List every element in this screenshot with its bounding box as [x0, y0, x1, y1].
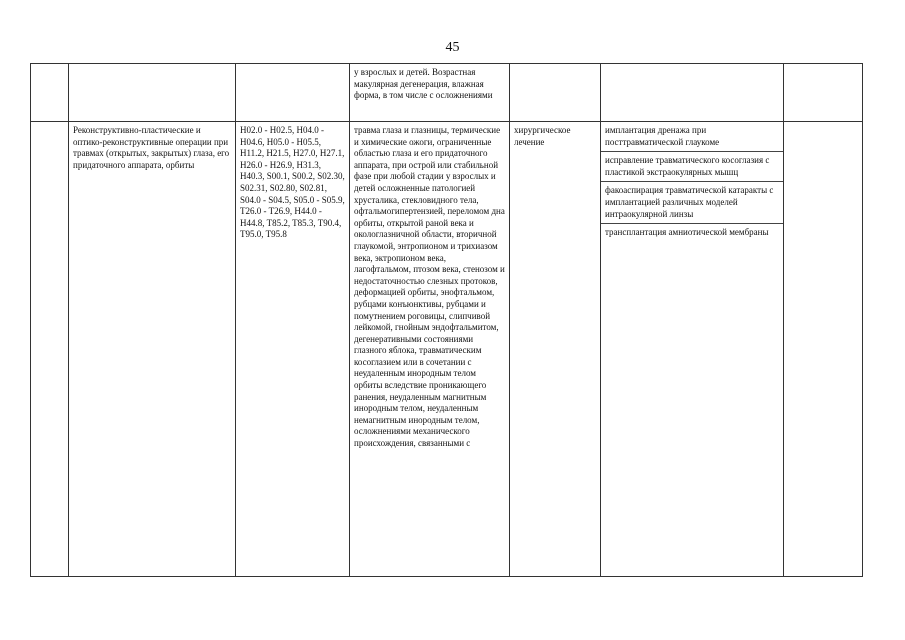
methods-list: [601, 122, 783, 242]
cell-diagnosis: травма глаза и глазницы, термические и химические ожоги, ограниченные областью глаза и его придаточного аппарата, при острой или стабильной фазе при любой стадии у взрослых и детей осложненные патологией хрусталика, стекловидного тела, офтальмогипертензией, переломом дна орбиты, открытой раной века и окологлазничной области, вторичной глаукомой, энтропионом и трихиазом века, эктропионом века, лагофтальмом, птозом века, стенозом и недостаточностью слезных протоков, деформацией орбиты, энофтальмом, рубцами конъюнктивы, рубцами и помутнением роговицы, слипчивой лейкомой, гнойным эндофтальмитом, дегенеративными состояниями глазного яблока, травматическим косоглазием или в сочетании с неудаленным инородным телом орбиты вследствие проникающего ранения, неудаленным магнитным инородным телом, неудаленным немагнитным инородным телом, осложнениями механического происхождения, связанными с: [350, 122, 510, 577]
cell-icd-codes: H02.0 - H02.5, H04.0 - H04.6, H05.0 - H05.5, H11.2, H21.5, H27.0, H27.1, H26.0 - H26.9, H31.3, H40.3, S00.1, S00.2, S02.30, S02.31, S02.80, S02.81, S04.0 - S04.5, S05.0 - S05.9, T26.0 - T26.9, H44.0 - H44.8, T85.2, T85.3, T90.4, T95.0, T95.8: [236, 122, 350, 577]
cell-treatment-type: [510, 64, 601, 122]
cell-number: [31, 64, 69, 122]
cell-procedure: [69, 64, 236, 122]
method-item: имплантация дренажа при посттравматической глаукоме: [601, 122, 783, 152]
cell-number: [31, 122, 69, 577]
method-item: факоаспирация травматической катаракты с имплантацией различных моделей интраокулярной линзы: [601, 182, 783, 224]
cell-icd-codes: [236, 64, 350, 122]
medical-care-table: [30, 63, 863, 577]
cell-methods: [601, 122, 784, 577]
method-item: исправление травматического косоглазия с пластикой экстраокулярных мышц: [601, 152, 783, 182]
method-item: трансплантация амниотической мембраны: [605, 227, 769, 238]
cell-methods: [601, 64, 784, 122]
cell-cost: [784, 122, 863, 577]
table-row-main: [31, 122, 863, 577]
cell-cost: [784, 64, 863, 122]
page-number: 45: [445, 40, 460, 55]
cell-diagnosis: у взрослых и детей. Возрастная макулярная дегенерация, влажная форма, в том числе с осложнениями: [350, 64, 510, 122]
table-row-continuation: [31, 64, 863, 122]
cell-procedure: Реконструктивно-пластические и оптико-реконструктивные операции при травмах (открытых, закрытых) глаза, его придаточного аппарата, орбиты: [69, 122, 236, 577]
cell-treatment-type: хирургическое лечение: [510, 122, 601, 577]
